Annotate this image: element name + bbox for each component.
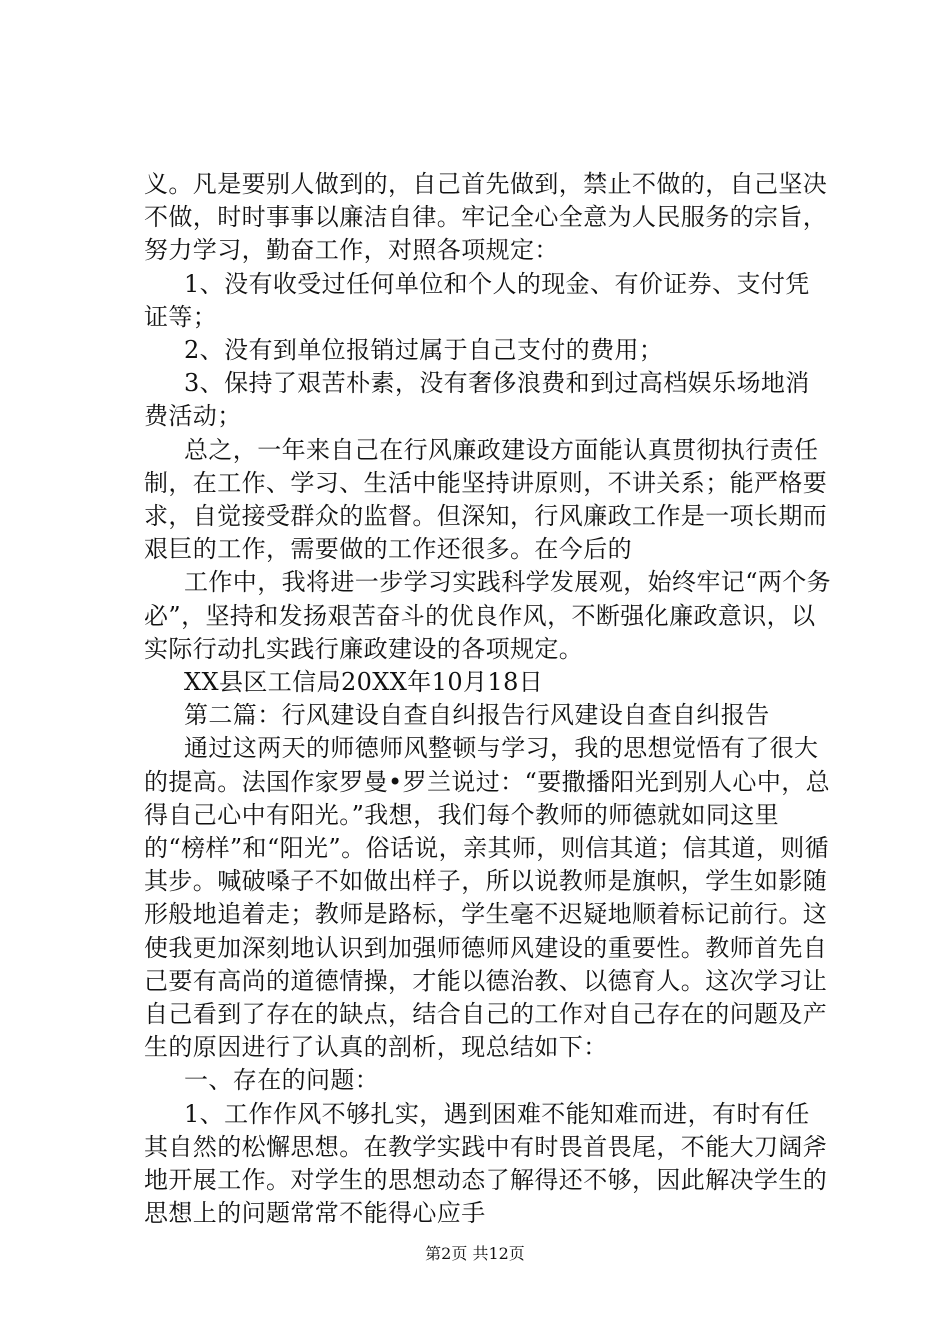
paragraph-problem-1: 1、工作作风不够扎实，遇到困难不能知难而进，有时有任其自然的松懈思想。在教学实践中有时畏首畏尾，不能大刀阔斧地开展工作。对学生的思想动态了解得还不够，因此解决学生的思想上的问题常常不能得心应手 — [144, 1099, 828, 1228]
section-heading: 第二篇：行风建设自查自纠报告行风建设自查自纠报告 — [184, 701, 770, 730]
signature-date: XX县区工信局20XX年10月18日 — [184, 668, 544, 697]
page-footer: 第2页 共12页 — [425, 1244, 525, 1263]
paragraph-item-3: 3、保持了艰苦朴素，没有奢侈浪费和到过高档娱乐场地消费活动； — [144, 369, 810, 431]
document-body — [144, 168, 832, 1231]
paragraph-continuation: 义。凡是要别人做到的，自己首先做到，禁止不做的，自己坚决不做，时时事事以廉洁自律。牢记全心全意为人民服务的宗旨，努力学习，勤奋工作，对照各项规定： — [144, 170, 828, 265]
paragraph-summary: 总之，一年来自己在行风廉政建设方面能认真贯彻执行责任制，在工作、学习、生活中能坚持讲原则，不讲关系；能严格要求，自觉接受群众的监督。但深知，行风廉政工作是一项长期而艰巨的工作，需要做的工作还很多。在今后的 — [144, 435, 828, 564]
paragraph-item-1: 1、没有收受过任何单位和个人的现金、有价证券、支付凭证等； — [144, 269, 810, 331]
paragraph-future-work: 工作中，我将进一步学习实践科学发展观，始终牢记“两个务必”，坚持和发扬艰苦奋斗的优良作风，不断强化廉政意识，以实际行动扎实践行廉政建设的各项规定。 — [144, 568, 832, 663]
subheading-problems: 一、存在的问题： — [184, 1066, 380, 1095]
paragraph-intro: 通过这两天的师德师风整顿与学习，我的思想觉悟有了很大的提高。法国作家罗曼•罗兰说过：“要撒播阳光到别人心中，总得自己心中有阳光。”我想，我们每个教师的师德就如同这里的“榜样”和“阳光”。俗话说，亲其师，则信其道；信其道，则循其步。喊破嗓子不如做出样子，所以说教师是旗帜，学生如影随形般地追着走；教师是路标，学生毫不迟疑地顺着标记前行。这使我更加深刻地认识到加强师德师风建设的重要性。教师首先自己要有高尚的道德情操，才能以德治教、以德育人。这次学习让自己看到了存在的缺点，结合自己的工作对自己存在的问题及产生的原因进行了认真的剖析，现总结如下： — [144, 734, 831, 1062]
paragraph-item-2: 2、没有到单位报销过属于自己支付的费用； — [184, 336, 664, 365]
